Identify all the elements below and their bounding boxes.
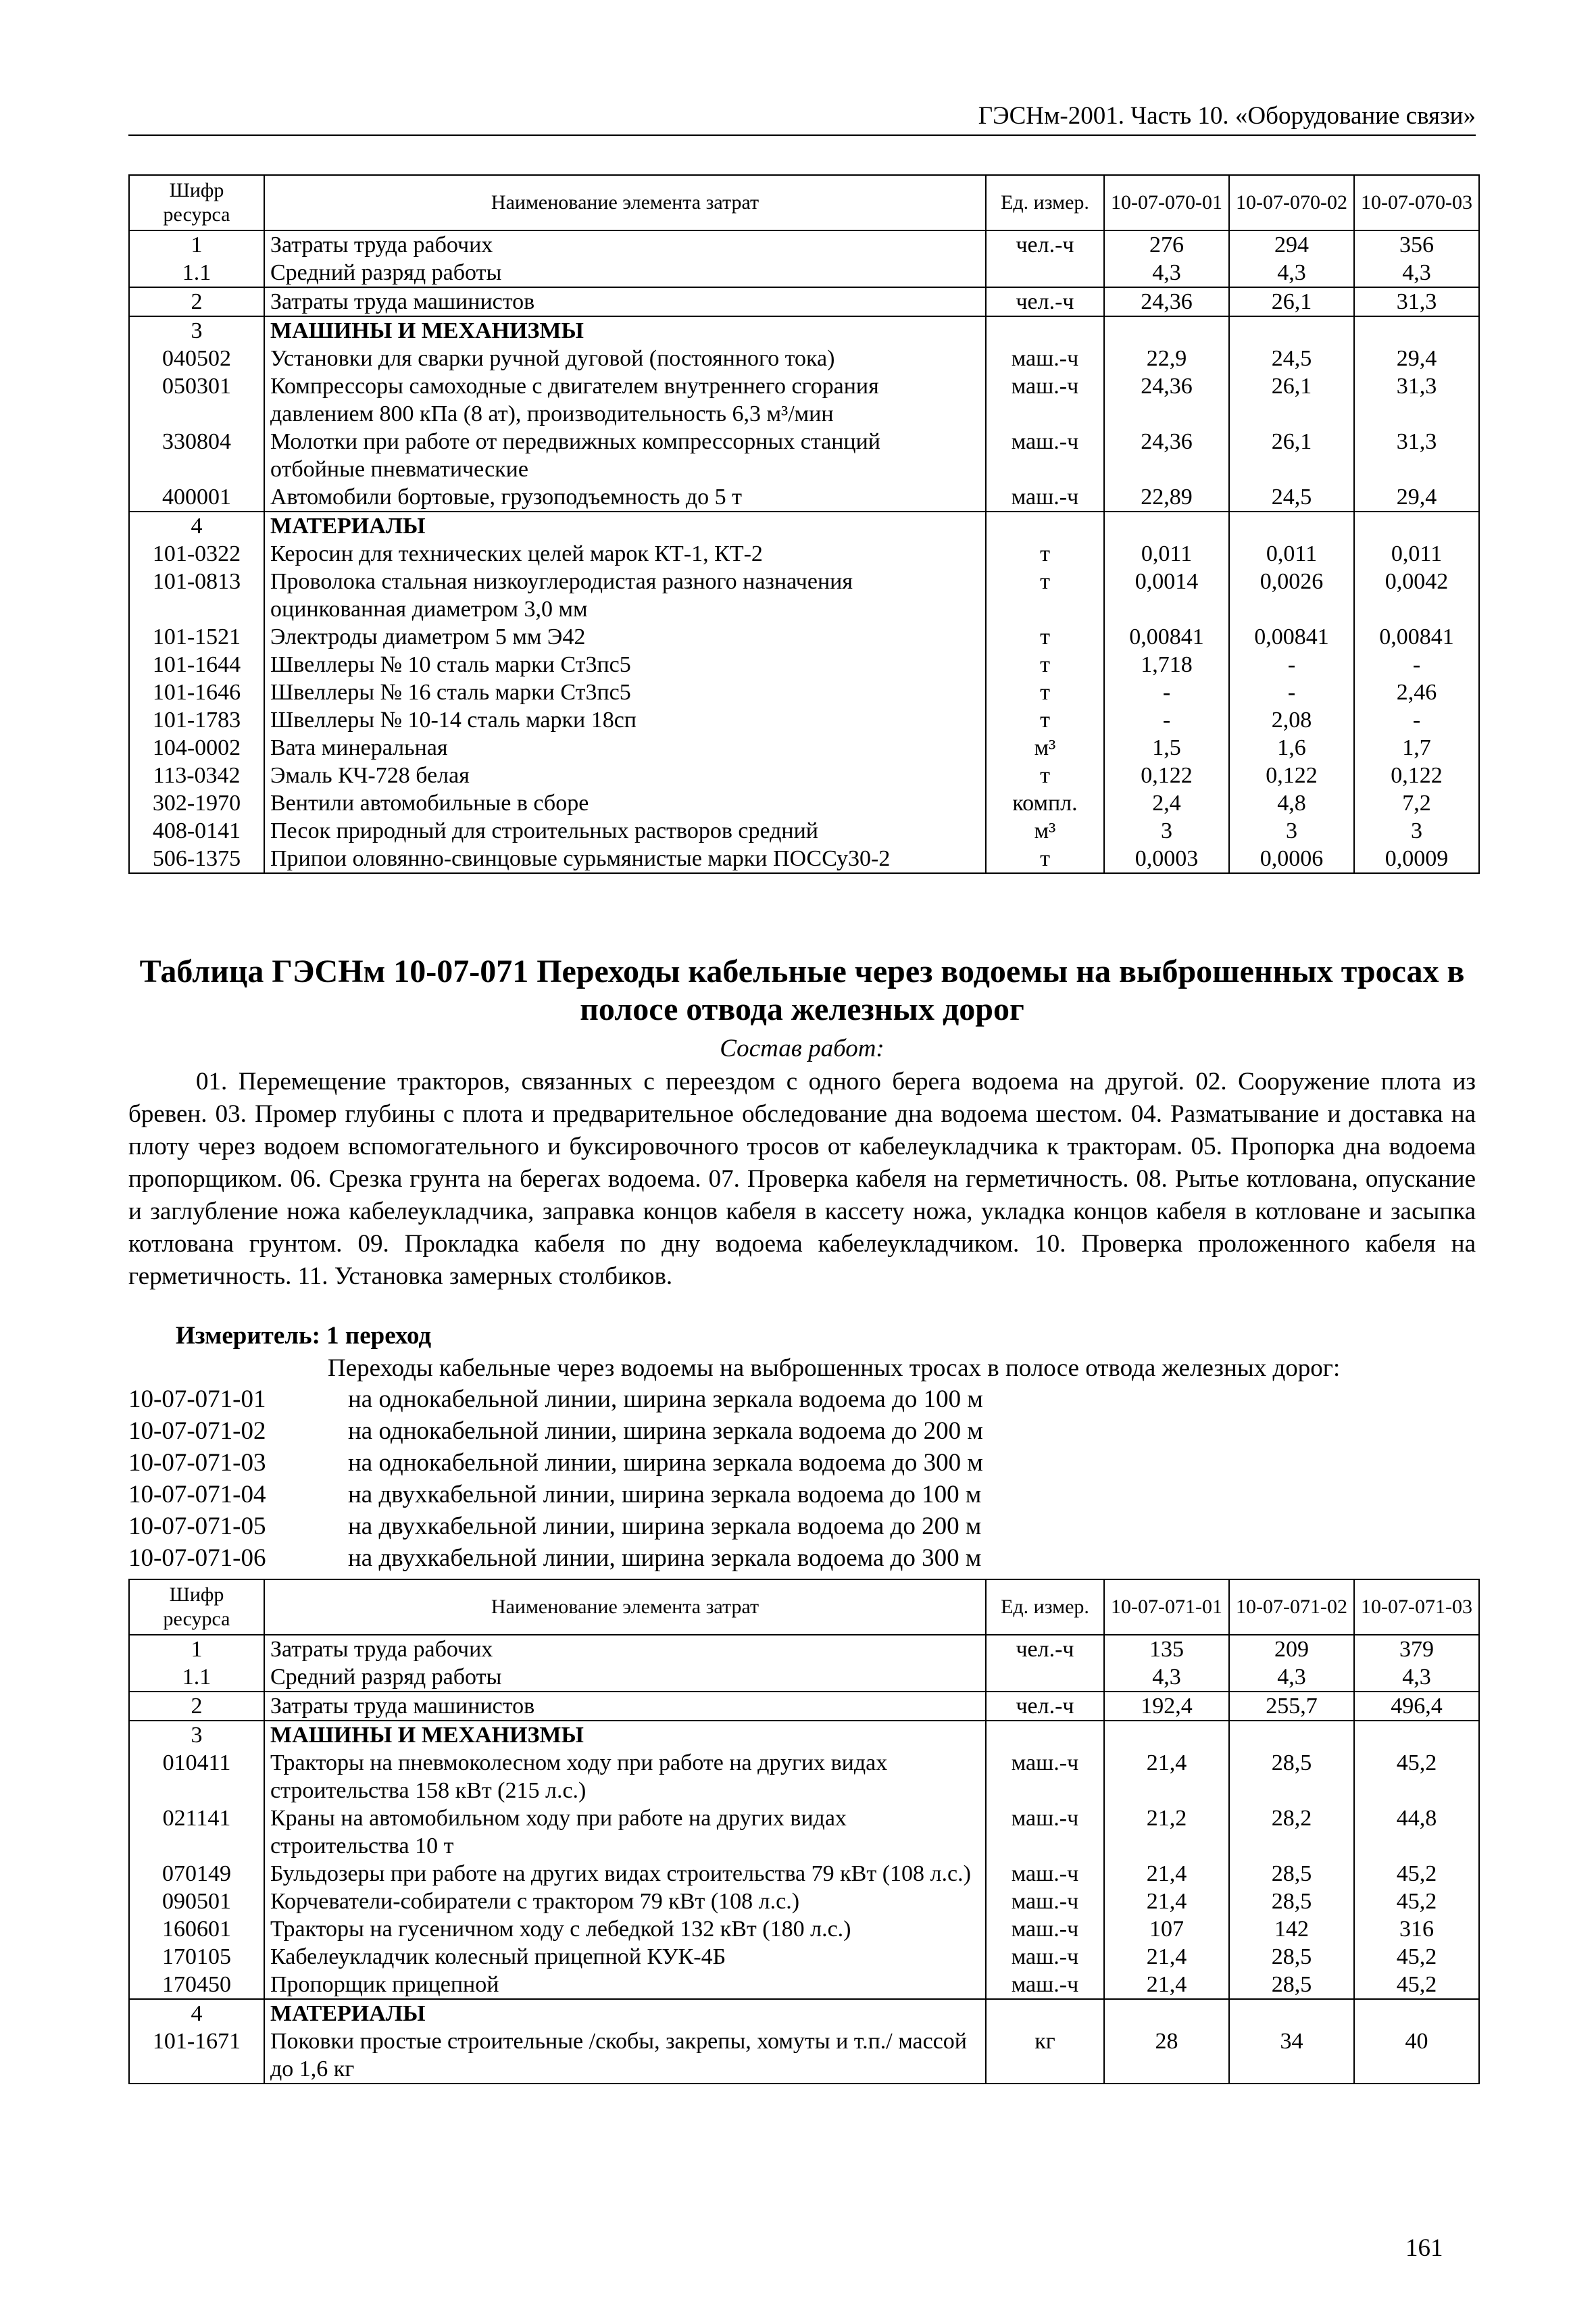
cell-rate-2: 28,5 [1229,1943,1354,1971]
cell-rate-1: 107 [1104,1915,1229,1943]
cell-code: 101-0813 [129,568,264,623]
cell-rate-1: 21,4 [1104,1860,1229,1888]
variant-code: 10-07-071-01 [128,1385,266,1413]
cell-unit: т [986,845,1104,873]
table-row [129,1804,1479,1860]
cell-rate-1: 0,122 [1104,762,1229,789]
cell-rate-2: 34 [1229,2027,1354,2084]
cell-rate-1: 21,4 [1104,1943,1229,1971]
cell-name: Вентили автомобильные в сборе [264,789,986,817]
cell-code: 090501 [129,1888,264,1915]
cell-rate-2: 4,3 [1229,259,1354,287]
variant-code: 10-07-071-04 [128,1481,266,1508]
variant-description: на однокабельной линии, ширина зеркала водоема до 100 м [348,1385,983,1413]
column-header-rate-2: 10-07-071-02 [1229,1579,1354,1635]
cell-unit: маш.-ч [986,428,1104,483]
cell-name: Молотки при работе от передвижных компрессорных станций отбойные пневматические [264,428,986,483]
page-number: 161 [1405,2234,1443,2262]
cell-rate-1: 22,9 [1104,345,1229,372]
cell-rate-3: 0,0009 [1354,845,1479,873]
cell-unit: маш.-ч [986,1915,1104,1943]
table-row [129,287,1479,316]
cell-code: 3 [129,1721,264,1749]
cell-name: Затраты труда рабочих [264,1635,986,1663]
cell-code: 101-0322 [129,540,264,568]
cell-name: Поковки простые строительные /скобы, закрепы, хомуты и т.п./ массой до 1,6 кг [264,2027,986,2084]
cell-rate-2: 2,08 [1229,706,1354,734]
cell-rate-1: 4,3 [1104,1663,1229,1692]
cell-code: 101-1646 [129,679,264,706]
cell-name: Пропорщик прицепной [264,1971,986,1999]
cell-rate-3 [1354,512,1479,540]
running-header: ГЭСНм-2001. Часть 10. «Оборудование связи» [128,101,1476,136]
variant-code: 10-07-071-02 [128,1417,266,1445]
cell-rate-2: - [1229,679,1354,706]
cell-unit: маш.-ч [986,1943,1104,1971]
list-item [128,1510,1476,1542]
cell-rate-3: 7,2 [1354,789,1479,817]
table-row [129,568,1479,623]
column-header-name: Наименование элемента затрат [264,1579,986,1635]
cell-rate-1: - [1104,679,1229,706]
cell-rate-2: 28,5 [1229,1860,1354,1888]
cell-rate-2: 28,5 [1229,1888,1354,1915]
meter-line: Измеритель: 1 переход [176,1322,432,1350]
list-item [128,1447,1476,1479]
variant-description: на двухкабельной линии, ширина зеркала водоема до 300 м [348,1544,982,1572]
cell-rate-1 [1104,512,1229,540]
cell-rate-1: 3 [1104,817,1229,845]
cell-rate-2 [1229,316,1354,345]
cell-unit: т [986,540,1104,568]
cell-rate-2: - [1229,651,1354,679]
cell-rate-3: 40 [1354,2027,1479,2084]
table-row [129,1888,1479,1915]
cell-rate-3: 45,2 [1354,1860,1479,1888]
table-row [129,259,1479,287]
cell-code: 4 [129,512,264,540]
table-header-row [129,175,1479,230]
table-row [129,230,1479,259]
cell-name: Кабелеукладчик колесный прицепной КУК-4Б [264,1943,986,1971]
table-row [129,762,1479,789]
cell-code: 1 [129,1635,264,1663]
cell-rate-1: 2,4 [1104,789,1229,817]
cell-rate-3: 496,4 [1354,1692,1479,1721]
cell-rate-2: 26,1 [1229,428,1354,483]
cell-rate-1: 4,3 [1104,259,1229,287]
cell-unit: т [986,623,1104,651]
cell-rate-2: 142 [1229,1915,1354,1943]
cell-name: Средний разряд работы [264,259,986,287]
cell-unit: маш.-ч [986,372,1104,428]
cell-rate-3: 45,2 [1354,1888,1479,1915]
cell-rate-2 [1229,1999,1354,2027]
cell-rate-3: 4,3 [1354,1663,1479,1692]
list-item [128,1415,1476,1447]
column-header-name: Наименование элемента затрат [264,175,986,230]
list-item [128,1383,1476,1415]
cell-name: Эмаль КЧ-728 белая [264,762,986,789]
cell-rate-2: 28,5 [1229,1749,1354,1804]
column-header-unit: Ед. измер. [986,1579,1104,1635]
cell-rate-2 [1229,1721,1354,1749]
variant-code: 10-07-071-03 [128,1449,266,1477]
cell-rate-3: 4,3 [1354,259,1479,287]
cell-rate-2: 26,1 [1229,372,1354,428]
cell-rate-3: 31,3 [1354,372,1479,428]
cell-unit: чел.-ч [986,230,1104,259]
table-row [129,1999,1479,2027]
table-row [129,651,1479,679]
cell-rate-3: 45,2 [1354,1749,1479,1804]
table-row [129,1635,1479,1663]
cell-code: 104-0002 [129,734,264,762]
cell-name: Вата минеральная [264,734,986,762]
cell-code: 1.1 [129,259,264,287]
table-row [129,706,1479,734]
variant-description: на однокабельной линии, ширина зеркала водоема до 300 м [348,1449,983,1477]
variant-description: на однокабельной линии, ширина зеркала водоема до 200 м [348,1417,983,1445]
cell-code: 2 [129,1692,264,1721]
cell-rate-3: 31,3 [1354,428,1479,483]
table-row [129,845,1479,873]
cell-rate-2 [1229,512,1354,540]
cell-rate-1: 0,0003 [1104,845,1229,873]
table-row [129,1721,1479,1749]
cell-unit: т [986,568,1104,623]
column-header-unit: Ед. измер. [986,175,1104,230]
cell-unit: маш.-ч [986,1749,1104,1804]
cell-unit: компл. [986,789,1104,817]
cell-rate-3: - [1354,706,1479,734]
cell-code: 408-0141 [129,817,264,845]
cell-code: 050301 [129,372,264,428]
cell-rate-1: 0,011 [1104,540,1229,568]
cell-rate-1: 192,4 [1104,1692,1229,1721]
cell-name: Песок природный для строительных растворов средний [264,817,986,845]
cell-rate-3: 0,011 [1354,540,1479,568]
table-row [129,2027,1479,2084]
variant-code: 10-07-071-06 [128,1544,266,1572]
cell-rate-3: 44,8 [1354,1804,1479,1860]
cell-rate-3: 0,00841 [1354,623,1479,651]
table-row [129,1943,1479,1971]
cell-rate-1: 0,00841 [1104,623,1229,651]
cell-rate-2: 4,8 [1229,789,1354,817]
cell-unit [986,1663,1104,1692]
cell-rate-3: 45,2 [1354,1971,1479,1999]
cell-name: Бульдозеры при работе на других видах строительства 79 кВт (108 л.с.) [264,1860,986,1888]
cell-rate-1: 21,2 [1104,1804,1229,1860]
cell-code: 1 [129,230,264,259]
cell-name: Керосин для технических целей марок КТ-1, КТ-2 [264,540,986,568]
cell-name: Автомобили бортовые, грузоподъемность до 5 т [264,483,986,512]
cell-unit [986,316,1104,345]
cell-unit: маш.-ч [986,483,1104,512]
cell-code: 101-1644 [129,651,264,679]
table-row [129,372,1479,428]
column-header-rate-3: 10-07-070-03 [1354,175,1479,230]
cell-name: Тракторы на гусеничном ходу с лебедкой 132 кВт (180 л.с.) [264,1915,986,1943]
cell-rate-2: 294 [1229,230,1354,259]
cell-rate-1: 24,36 [1104,372,1229,428]
table-row [129,1860,1479,1888]
cell-code: 160601 [129,1915,264,1943]
cell-name: Швеллеры № 10-14 сталь марки 18сп [264,706,986,734]
cell-unit [986,1721,1104,1749]
cell-unit: маш.-ч [986,1804,1104,1860]
cell-rate-1: 1,718 [1104,651,1229,679]
cell-code: 3 [129,316,264,345]
cell-unit: т [986,762,1104,789]
cell-name: Тракторы на пневмоколесном ходу при работе на других видах строительства 158 кВт (215 л.с.) [264,1749,986,1804]
cell-unit: чел.-ч [986,1692,1104,1721]
cell-rate-3: 0,0042 [1354,568,1479,623]
cell-rate-3: 45,2 [1354,1943,1479,1971]
cell-unit [986,259,1104,287]
cell-name: Краны на автомобильном ходу при работе на других видах строительства 10 т [264,1804,986,1860]
cell-rate-2: 26,1 [1229,287,1354,316]
cell-rate-2: 28,2 [1229,1804,1354,1860]
table-row [129,734,1479,762]
variant-code: 10-07-071-05 [128,1512,266,1540]
cell-rate-2: 0,0006 [1229,845,1354,873]
cell-code: 101-1521 [129,623,264,651]
cell-unit [986,512,1104,540]
table-title: Таблица ГЭСНм 10-07-071 Переходы кабельные через водоемы на выброшенных тросах в полосе отвода железных дорог [139,954,1465,1027]
cell-name: МАШИНЫ И МЕХАНИЗМЫ [264,1721,986,1749]
cell-unit: маш.-ч [986,1971,1104,1999]
cell-rate-2: 24,5 [1229,483,1354,512]
table-row [129,1915,1479,1943]
variant-description: на двухкабельной линии, ширина зеркала водоема до 200 м [348,1512,982,1540]
variant-description: на двухкабельной линии, ширина зеркала водоема до 100 м [348,1481,982,1508]
cell-code: 101-1671 [129,2027,264,2084]
cell-rate-1: 21,4 [1104,1749,1229,1804]
table-row [129,1663,1479,1692]
cell-rate-2: 0,011 [1229,540,1354,568]
cell-rate-1: 21,4 [1104,1971,1229,1999]
column-header-rate-1: 10-07-071-01 [1104,1579,1229,1635]
cell-name: Проволока стальная низкоуглеродистая разного назначения оцинкованная диаметром 3,0 мм [264,568,986,623]
cell-unit: чел.-ч [986,287,1104,316]
column-header-rate-1: 10-07-070-01 [1104,175,1229,230]
variants-list [128,1383,1476,1574]
table-row [129,316,1479,345]
cell-rate-3: 356 [1354,230,1479,259]
cell-unit: маш.-ч [986,1860,1104,1888]
table-row [129,1971,1479,1999]
column-header-code: Шифр ресурса [129,1579,264,1635]
cell-unit: чел.-ч [986,1635,1104,1663]
cell-rate-2: 209 [1229,1635,1354,1663]
table-row [129,789,1479,817]
table-row [129,817,1479,845]
cell-unit: кг [986,2027,1104,2084]
cell-rate-1 [1104,1999,1229,2027]
resource-table-070 [128,174,1480,874]
cell-unit: т [986,679,1104,706]
variants-intro: Переходы кабельные через водоемы на выброшенных тросах в полосе отвода железных дорог: [328,1354,1341,1382]
cell-name: Корчеватели-собиратели с трактором 79 кВт (108 л.с.) [264,1888,986,1915]
table-row [129,679,1479,706]
cell-rate-2: 24,5 [1229,345,1354,372]
cell-code: 010411 [129,1749,264,1804]
cell-rate-3 [1354,316,1479,345]
cell-rate-1 [1104,316,1229,345]
cell-rate-1: 135 [1104,1635,1229,1663]
list-item [128,1542,1476,1574]
cell-unit: т [986,706,1104,734]
cell-name: МАТЕРИАЛЫ [264,1999,986,2027]
cell-rate-3 [1354,1721,1479,1749]
cell-rate-3: 2,46 [1354,679,1479,706]
table-row [129,483,1479,512]
cell-name: Компрессоры самоходные с двигателем внутреннего сгорания давлением 800 кПа (8 ат), производительность 6,3 м³/мин [264,372,986,428]
cell-unit: маш.-ч [986,345,1104,372]
cell-rate-1: 24,36 [1104,428,1229,483]
cell-name: Средний разряд работы [264,1663,986,1692]
table-row [129,428,1479,483]
cell-rate-2: 255,7 [1229,1692,1354,1721]
cell-code: 330804 [129,428,264,483]
cell-rate-1: - [1104,706,1229,734]
table-row [129,623,1479,651]
cell-code: 302-1970 [129,789,264,817]
cell-code: 506-1375 [129,845,264,873]
cell-unit: м³ [986,734,1104,762]
composition-label: Состав работ: [720,1035,884,1062]
table-row [129,1749,1479,1804]
cell-rate-2: 1,6 [1229,734,1354,762]
cell-name: Затраты труда машинистов [264,1692,986,1721]
table-row [129,345,1479,372]
cell-code: 400001 [129,483,264,512]
cell-rate-3: 379 [1354,1635,1479,1663]
cell-code: 070149 [129,1860,264,1888]
cell-code: 113-0342 [129,762,264,789]
cell-rate-1: 22,89 [1104,483,1229,512]
table-row [129,1692,1479,1721]
cell-rate-1: 24,36 [1104,287,1229,316]
cell-rate-1 [1104,1721,1229,1749]
cell-rate-3: - [1354,651,1479,679]
cell-unit: м³ [986,817,1104,845]
cell-name: МАТЕРИАЛЫ [264,512,986,540]
cell-name: Электроды диаметром 5 мм Э42 [264,623,986,651]
table-row [129,512,1479,540]
cell-code: 2 [129,287,264,316]
cell-rate-3: 0,122 [1354,762,1479,789]
table-row [129,540,1479,568]
cell-unit [986,1999,1104,2027]
column-header-rate-2: 10-07-070-02 [1229,175,1354,230]
cell-rate-2: 4,3 [1229,1663,1354,1692]
cell-rate-2: 3 [1229,817,1354,845]
cell-rate-2: 0,00841 [1229,623,1354,651]
cell-rate-1: 28 [1104,2027,1229,2084]
cell-name: Швеллеры № 10 сталь марки Ст3пс5 [264,651,986,679]
list-item [128,1479,1476,1510]
resource-table-071 [128,1579,1480,2084]
cell-rate-1: 276 [1104,230,1229,259]
cell-code: 1.1 [129,1663,264,1692]
cell-code: 021141 [129,1804,264,1860]
cell-code: 170105 [129,1943,264,1971]
cell-code: 4 [129,1999,264,2027]
cell-rate-2: 0,0026 [1229,568,1354,623]
column-header-rate-3: 10-07-071-03 [1354,1579,1479,1635]
cell-rate-2: 0,122 [1229,762,1354,789]
cell-name: Затраты труда машинистов [264,287,986,316]
cell-rate-1: 21,4 [1104,1888,1229,1915]
cell-rate-3: 1,7 [1354,734,1479,762]
cell-name: Установки для сварки ручной дуговой (постоянного тока) [264,345,986,372]
cell-code: 040502 [129,345,264,372]
cell-rate-3: 29,4 [1354,345,1479,372]
cell-rate-3: 31,3 [1354,287,1479,316]
cell-rate-1: 0,0014 [1104,568,1229,623]
cell-name: Затраты труда рабочих [264,230,986,259]
cell-rate-3 [1354,1999,1479,2027]
cell-rate-3: 3 [1354,817,1479,845]
cell-unit: т [986,651,1104,679]
column-header-code: Шифр ресурса [129,175,264,230]
cell-rate-1: 1,5 [1104,734,1229,762]
table-header-row [129,1579,1479,1635]
cell-unit: маш.-ч [986,1888,1104,1915]
composition-text: 01. Перемещение тракторов, связанных с переездом с одного берега водоема на другой. 02. Сооружение плота из бревен. 03. Промер глубины с плота и предварительное обследование дна водоема шестом. 04. Разматывание и доставка на плоту через водоем вспомогательного и буксировочного тросов от кабелеукладчика к тракторам. 05. Пропорка дна водоема пропорщиком. 06. Срезка грунта на берегах водоема. 07. Проверка кабеля на герметичность. 08. Рытье котлована, опускание и заглубление ножа кабелеукладчика, заправка концов кабеля в кассету ножа, укладка концов кабеля в котловане и засыпка котлована грунтом. 09. Прокладка кабеля по дну водоема кабелеукладчиком. 10. Проверка проложенного кабеля на герметичность. 11. Установка замерных столбиков. [128,1068,1476,1290]
cell-code: 101-1783 [129,706,264,734]
cell-rate-2: 28,5 [1229,1971,1354,1999]
cell-rate-3: 316 [1354,1915,1479,1943]
cell-rate-3: 29,4 [1354,483,1479,512]
cell-name: МАШИНЫ И МЕХАНИЗМЫ [264,316,986,345]
cell-code: 170450 [129,1971,264,1999]
cell-name: Припои оловянно-свинцовые сурьмянистые марки ПОССу30-2 [264,845,986,873]
cell-name: Швеллеры № 16 сталь марки Ст3пс5 [264,679,986,706]
